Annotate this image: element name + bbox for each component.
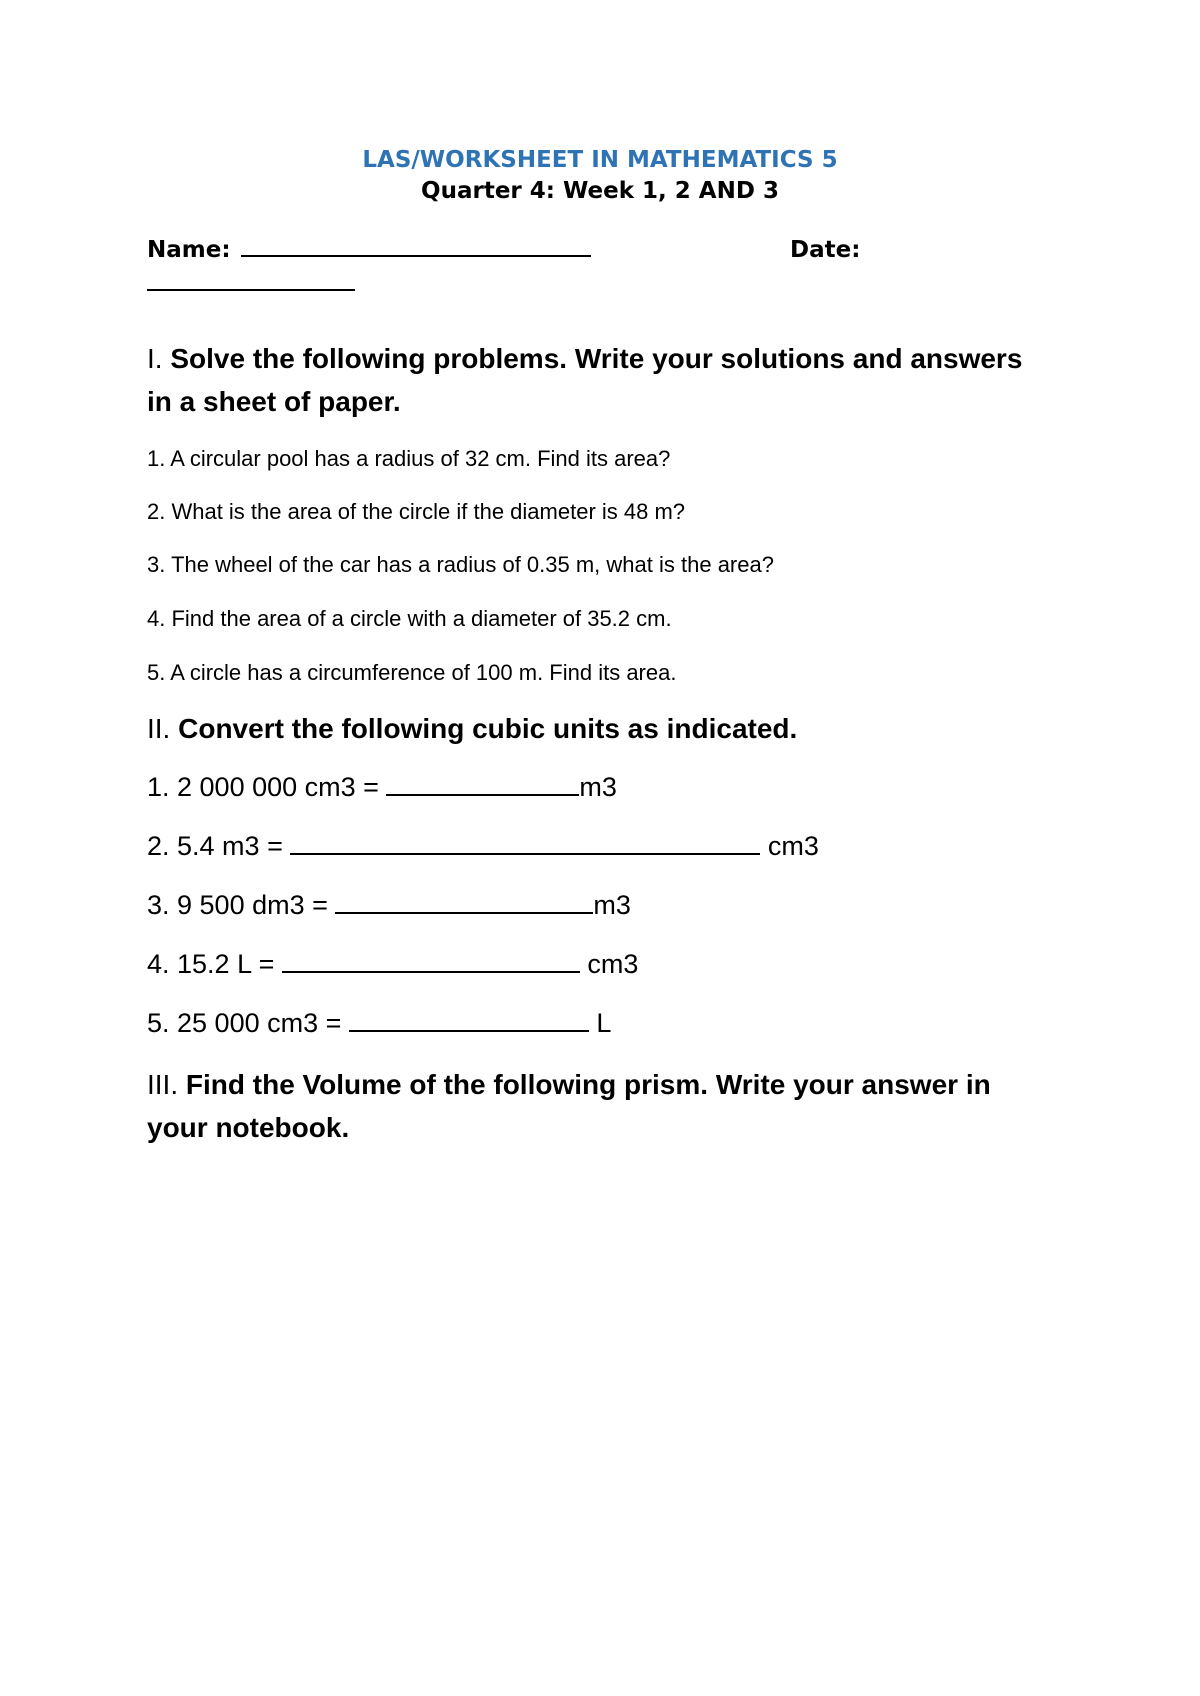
date-field-row (790, 235, 860, 265)
problem-item: 1. A circular pool has a radius of 32 cm. Find its area? (147, 446, 671, 471)
date-blank-line[interactable] (147, 289, 355, 291)
conversion-unit: cm3 (760, 831, 819, 861)
conversion-prompt: 2. 5.4 m3 = (147, 831, 291, 861)
answer-blank[interactable] (335, 888, 593, 914)
answer-blank[interactable] (386, 770, 579, 796)
conversion-item (147, 770, 617, 804)
problem-item: 4. Find the area of a circle with a diameter of 35.2 cm. (147, 606, 672, 631)
problem-item: 5. A circle has a circumference of 100 m. Find its area. (147, 660, 677, 685)
section-1-instruction: Solve the following problems. Write your solutions and answers in a sheet of paper. (147, 343, 1023, 417)
conversion-prompt: 1. 2 000 000 cm3 = (147, 772, 387, 802)
name-label: Name: (147, 237, 231, 263)
conversion-prompt: 3. 9 500 dm3 = (147, 890, 336, 920)
section-3-heading (147, 1063, 1047, 1149)
name-field-row (147, 235, 591, 265)
name-blank-line[interactable] (241, 235, 591, 257)
answer-blank[interactable] (349, 1006, 589, 1032)
section-2-numeral: II. (147, 713, 171, 744)
answer-blank[interactable] (282, 947, 580, 973)
conversion-unit: m3 (579, 772, 617, 802)
conversion-item (147, 947, 638, 981)
section-3-numeral: III. (147, 1069, 179, 1100)
conversion-unit: cm3 (579, 949, 639, 979)
conversion-prompt: 5. 25 000 cm3 = (147, 1008, 349, 1038)
answer-blank[interactable] (290, 829, 760, 855)
worksheet-title: LAS/WORKSHEET IN MATHEMATICS 5 (362, 147, 838, 173)
worksheet-subtitle: Quarter 4: Week 1, 2 AND 3 (421, 178, 779, 204)
section-1-heading (147, 337, 1047, 423)
conversion-item (147, 888, 631, 922)
section-1-numeral: I. (147, 343, 163, 374)
conversion-unit: L (588, 1008, 612, 1038)
section-3-instruction: Find the Volume of the following prism. Write your answer in your notebook. (147, 1069, 991, 1143)
conversion-unit: m3 (593, 890, 631, 920)
problem-item: 3. The wheel of the car has a radius of 0.35 m, what is the area? (147, 552, 774, 577)
problem-item: 2. What is the area of the circle if the diameter is 48 m? (147, 499, 686, 524)
conversion-prompt: 4. 15.2 L = (147, 949, 282, 979)
section-2-instruction: Convert the following cubic units as indicated. (170, 713, 798, 744)
date-label: Date: (790, 237, 861, 263)
conversion-item (147, 829, 819, 863)
section-2-heading (147, 707, 1047, 750)
conversion-item (147, 1006, 611, 1040)
